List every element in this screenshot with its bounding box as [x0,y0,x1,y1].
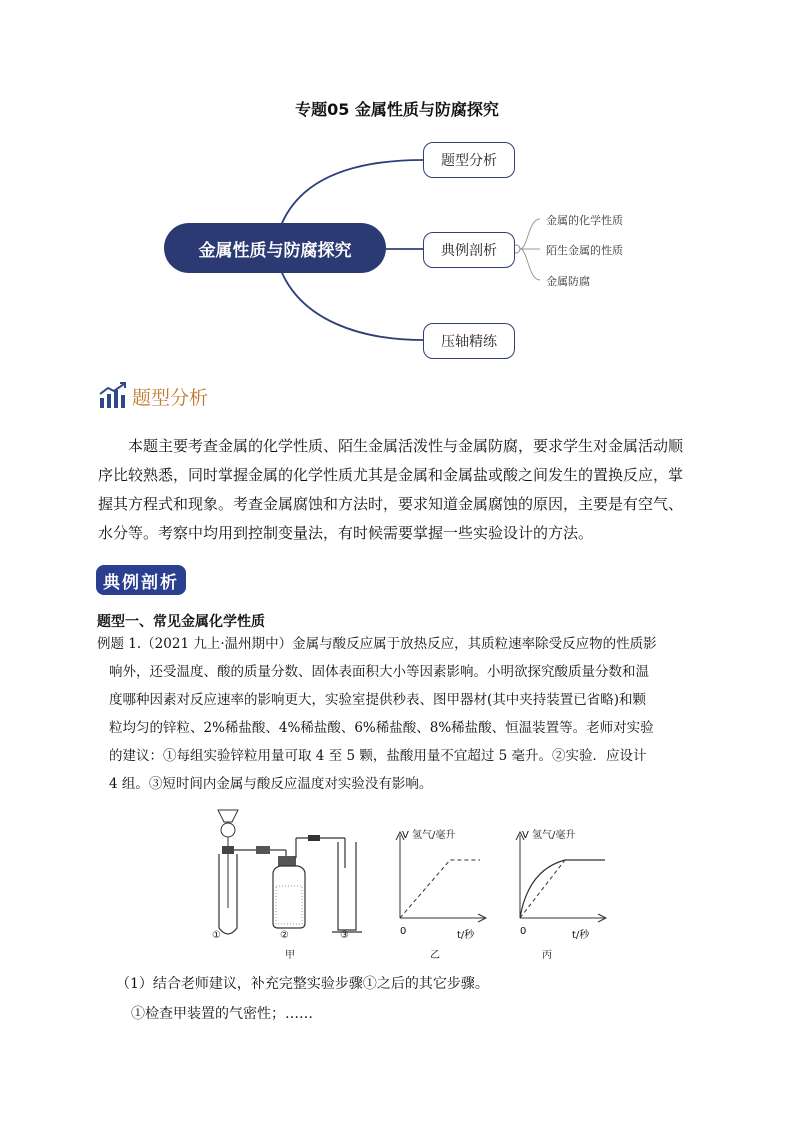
graph-b-origin: 0 [400,926,407,937]
example-line: 度哪种因素对反应速率的影响更大，实验室提供秒表、图甲器材(其中夹持装置已省略)和颗 [109,692,647,708]
page-title: 专题05 金属性质与防腐探究 [295,100,499,119]
step-1: ①检查甲装置的气密性；…… [131,1006,313,1022]
graph-b-caption: 乙 [430,950,440,961]
graph-b-xlabel: t/秒 [457,930,475,941]
mindmap-connectors [0,0,794,380]
chart-growth-icon [98,382,128,410]
apparatus-label-3: ③ [340,930,349,941]
question-type-title: 题型一、常见金属化学性质 [97,614,265,630]
mindmap-node-analysis: 题型分析 [423,142,515,178]
question-1: （1）结合老师建议，补充完整实验步骤①之后的其它步骤。 [116,976,489,992]
mindmap-node-examples: 典例剖析 [423,232,515,268]
example-line: 4 组。③短时间内金属与酸反应温度对实验没有影响。 [109,776,433,792]
examples-badge: 典例剖析 [96,565,186,595]
mindmap-leaf-unfamiliar: 陌生金属的性质 [546,244,623,257]
apparatus-label-1: ① [212,930,221,941]
graph-c-caption: 丙 [542,950,552,961]
apparatus-diagram [200,808,380,943]
mindmap-node-practice: 压轴精练 [423,323,515,359]
mindmap-leaf-corrosion: 金属防腐 [546,275,590,288]
graph-c [510,830,610,925]
section-heading-analysis [98,382,208,410]
example-line: 粒均匀的锌粒、2%稀盐酸、4%稀盐酸、6%稀盐酸、8%稀盐酸、恒温装置等。老师对实验 [109,720,654,736]
example-line: 响外，还受温度、酸的质量分数、固体表面积大小等因素影响。小明欲探究酸质量分数和温 [109,664,649,680]
graph-c-ylabel: V 氢气/毫升 [522,830,576,841]
section-heading-text: 题型分析 [132,387,209,409]
graph-b [390,830,490,925]
example-line: 的建议：①每组实验锌粒用量可取 4 至 5 颗，盐酸用量不宜超过 5 毫升。②实验．应设计 [109,748,647,764]
graph-c-xlabel: t/秒 [572,930,590,941]
mindmap-leaf-chemical: 金属的化学性质 [546,214,623,227]
apparatus-label-2: ② [280,930,289,941]
example-line: 例题 1.（2021 九上·温州期中）金属与酸反应属于放热反应，其质粒速率除受反应物的性质影 [97,636,657,652]
analysis-paragraph: 本题主要考查金属的化学性质、陌生金属活泼性与金属防腐，要求学生对金属活动顺序比较熟悉，同时掌握金属的化学性质尤其是金属和金属盐或酸之间发生的置换反应，掌握其方程式和现象。考查金属腐蚀和方法时，要求知道金属腐蚀的原因，主要是有空气、水分等。考察中均用到控制变量法，有时候需要掌握一些实验设计的方法。 [98,437,684,542]
example-text [97,630,697,798]
graph-c-origin: 0 [520,926,527,937]
apparatus-caption: 甲 [285,950,295,961]
graph-b-ylabel: V 氢气/毫升 [402,830,456,841]
mindmap-center-node: 金属性质与防腐探究 [164,223,386,273]
